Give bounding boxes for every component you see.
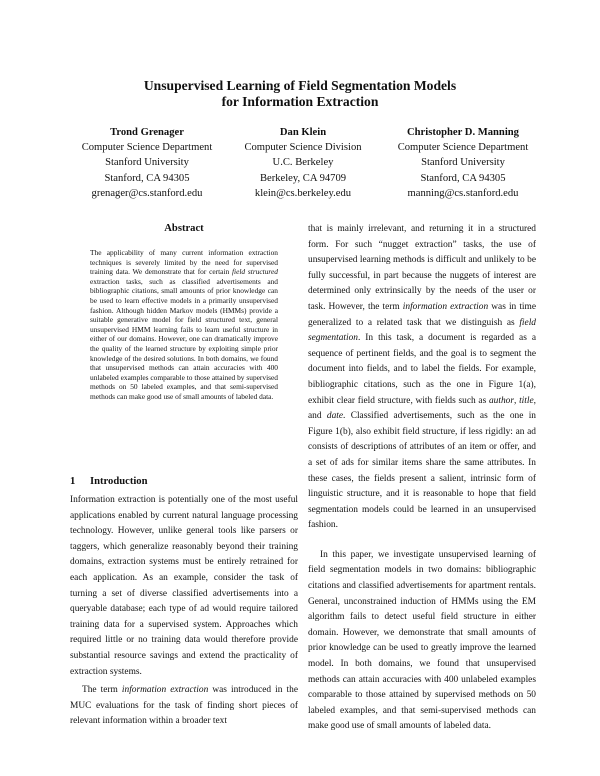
author-dept: Computer Science Department (81, 142, 213, 154)
author-name: Dan Klein (279, 127, 327, 138)
abstract-text: The applicability of many current information extraction techniques is severely limited by the need for supervised training data. We demonstrate that for certain field structured extraction tasks, such as classified advertisements and bibliographic citations, small amounts of prior knowledge can be used to learn effective models in a primarily unsupervised fashion. Although hidden Markov models (HMMs) provide a suitable generative model for field structured text, general unsupervised HMM learning fails to learn useful structure in either of our domains. However, one can dramatically improve the quality of the learned structure by exploiting simple prior knowledge of the desired solutions. In both domains, we found that unsupervised methods can attain accuracies with 400 unlabeled examples comparable to those attained by supervised methods on 50 labeled examples, and that semi-supervised methods can make good use of small amounts of labeled data. (90, 248, 278, 401)
intro-paragraph-3: In this paper, we investigate unsupervised learning of field segmentation models in two domains: bibliographic citations and classified advertisements for apartment rentals. General, unconstrained induction of HMMs using the EM algorithm fails to detect useful field structure in either domain. However, we demonstrate that small amounts of prior knowledge can be used to greatly improve the learned model. In both domains, we found that unsupervised methods can attain accuracies with 400 unlabeled examples comparable to those attained by supervised methods on 50 labeled examples, and that semi-supervised methods can make good use of small amounts of labeled data. (308, 549, 536, 732)
author-email: grenager@cs.stanford.edu (91, 187, 203, 199)
intro-paragraph-1: Information extraction is potentially one of the most useful applications enabled by current natural language processing technology. However, unlike general tools like parsers or taggers, which generalize reasonably beyond their training domains, extraction systems must be entirely retrained for each application. As an example, consider the task of turning a set of diverse classified advertisements into a queryable database; each type of ad would require tailored training data for a supervised system. Approaches which required little or no training data would therefore provide substantial resource savings and extend the practicality of extraction systems. (70, 495, 298, 677)
author-city: Stanford, CA 94305 (420, 172, 506, 184)
author-org: Stanford University (105, 157, 189, 169)
author-3 (378, 125, 548, 201)
author-org: U.C. Berkeley (272, 157, 334, 169)
author-org: Stanford University (421, 157, 505, 169)
author-dept: Computer Science Division (244, 142, 362, 154)
author-city: Berkeley, CA 94709 (259, 172, 347, 184)
abstract-section (70, 222, 298, 402)
section-heading-introduction (70, 475, 148, 489)
abstract-heading: Abstract (164, 223, 204, 234)
intro-right-column (308, 222, 536, 735)
intro-left-column (70, 493, 298, 730)
paper-title-line-1: Unsupervised Learning of Field Segmentation Models (143, 78, 457, 93)
author-dept: Computer Science Department (397, 142, 529, 154)
intro-paragraph-continued: that is mainly irrelevant, and returning it in a structured form. For such “nugget extraction” tasks, the use of unsupervised learning methods is difficult and unlikely to be fully successful, in part because the nuggets of interest are determined only extrinsically by the needs of the user or task. However, the term information extraction was in time generalized to a related task that we distinguish as field segmentation. In this task, a document is regarded as a sequence of pertinent fields, and the goal is to segment the document into fields, and to label the fields. For example, bibliographic citations, such as the one in Figure 1(a), exhibit clear field structure, with fields such as author, title, and date. Classified advertisements, such as the one in Figure 1(b), also exhibit field structure, if less rigidly: an ad consists of descriptions of attributes of an item or offer, and a set of ads for similar items share the same attributes. In these cases, the fields present a salient, intrinsic form of linguistic structure, and it is reasonable to hope that field segmentation models could be learned in an unsupervised fashion. (308, 224, 537, 531)
author-email: manning@cs.stanford.edu (407, 187, 519, 199)
author-name: Christopher D. Manning (407, 127, 519, 138)
author-2 (218, 125, 388, 201)
section-number: 1 (70, 476, 76, 487)
author-name: Trond Grenager (110, 127, 184, 138)
author-email: klein@cs.berkeley.edu (254, 187, 352, 199)
intro-paragraph-2: The term information extraction was introduced in the MUC evaluations for the task of finding short pieces of relevant information within a broader text (70, 685, 298, 727)
paper-title-line-2: for Information Extraction (221, 94, 379, 109)
paper-title (0, 78, 600, 110)
author-city: Stanford, CA 94305 (104, 172, 190, 184)
section-title: Introduction (90, 476, 148, 487)
author-1 (62, 125, 232, 201)
